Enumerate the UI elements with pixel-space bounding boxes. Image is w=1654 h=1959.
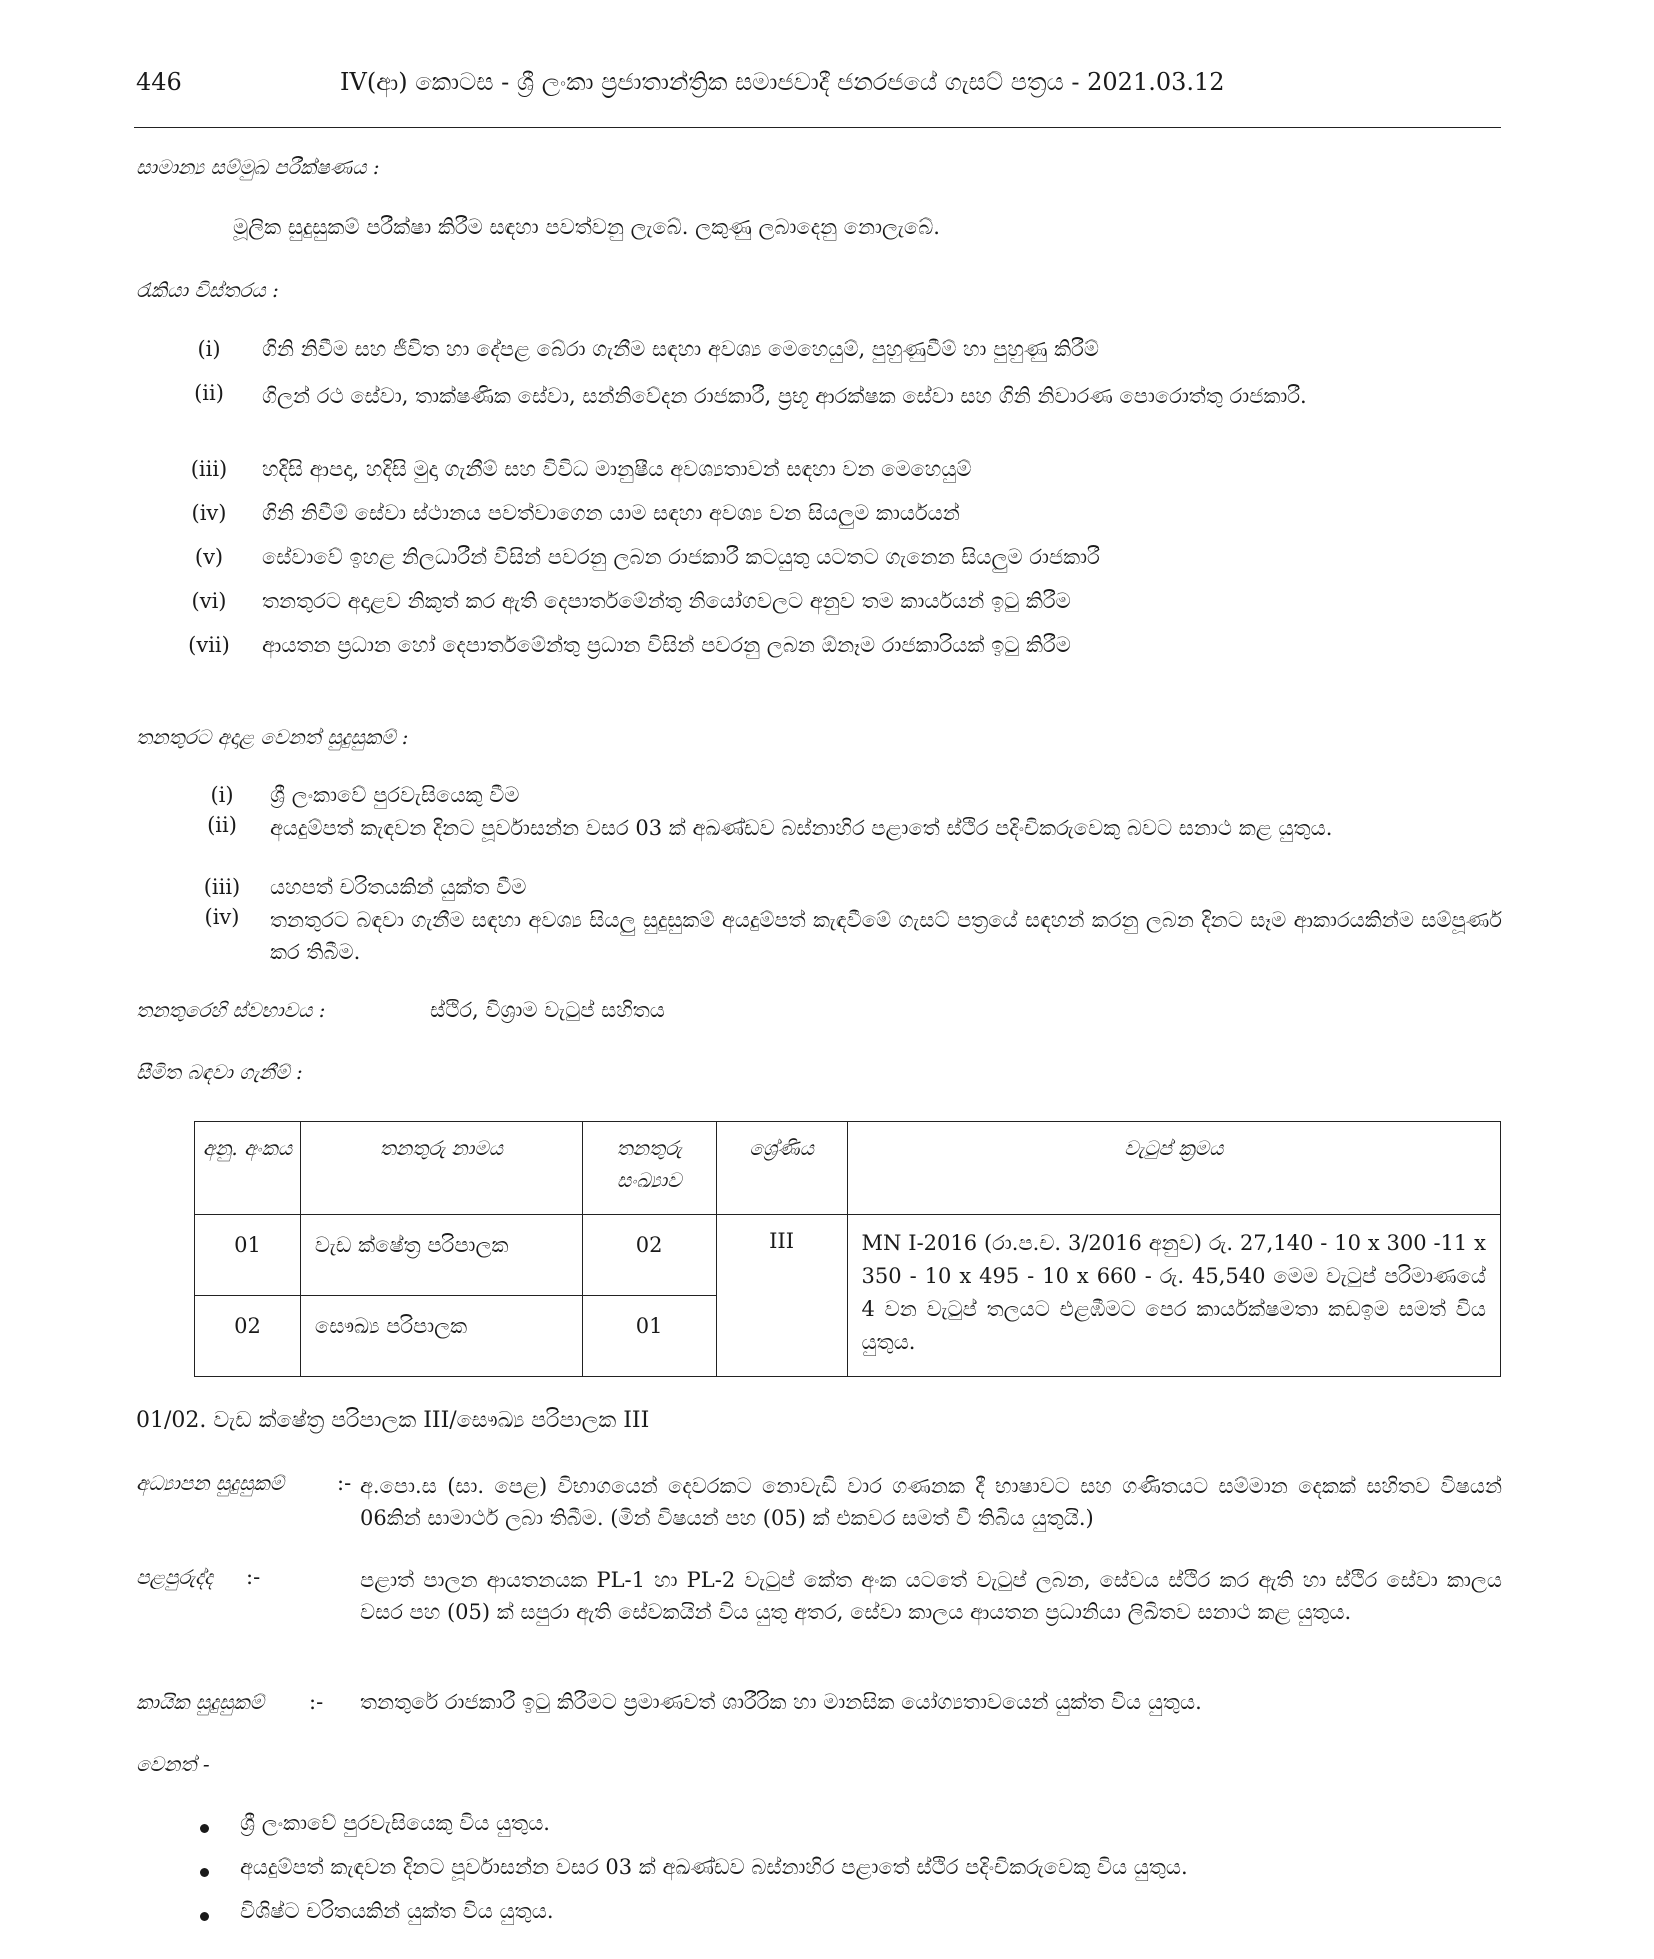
list-item: හදිසි ආපදා, හදිසි මුදා ගැනීම් සහ විවිධ මානුෂීය අවශ්‍යතාවන් සඳහා වන මෙහෙයුම් (262, 457, 972, 481)
cell-serial-no: 01 (195, 1215, 301, 1296)
page-title: IV(ආ) කොටස - ශ්‍රී ලංකා ප්‍රජාතාන්ත්‍රික සමාජවාදී ජනරජයේ ගැසට් පත්‍රය - 2021.03.12 (340, 68, 1225, 96)
list-item: සේවාවේ ඉහළ නිලධාරීන් විසින් පවරනු ලබන රාජකාරී කටයුතු යටතට ගැනෙන සියලුම රාජකාරී (262, 545, 1100, 569)
list-number: (iii) (203, 875, 241, 899)
list-item: ශ්‍රී ලංකාවේ පුරවැසියෙකු වීම (270, 783, 520, 807)
list-number: (v) (194, 545, 224, 569)
bullet-icon (200, 1824, 209, 1833)
cell-grade: III (716, 1215, 847, 1377)
bullet-item: අයදුම්පත් කැඳවන දිනට පූර්වාසන්න වසර 03 ක් අඛණ්ඩව බස්නාහිර පළාතේ ස්ථිර පදිංචිකරුවෙකු විය යුතුය. (240, 1855, 1188, 1879)
header-post-name: තනතුරු නාමය (300, 1122, 582, 1215)
list-item: තනතුරට අදාළව නිකුත් කර ඇති දෙපාර්තමේන්තු නියෝගවලට අනුව තම කාර්යයන් ඉටු කිරීම (262, 589, 1071, 613)
header-grade: ශ්‍රේණිය (716, 1122, 847, 1215)
list-number: (iii) (190, 457, 228, 481)
list-item: ආයතන ප්‍රධාන හෝ දෙපාර්තමේන්තු ප්‍රධාන විසින් පවරනු ලබන ඕනෑම රාජකාරියක් ඉටු කිරීම (262, 633, 1071, 657)
header-salary-scale: වැටුප් ක්‍රමය (847, 1122, 1500, 1215)
nature-of-post-value: ස්ථිර, විශ්‍රාම වැටුප් සහිතය (430, 998, 665, 1022)
list-item: අයදුම්පත් කැඳවන දිනට පූර්වාසන්න වසර 03 ක් අඛණ්ඩව බස්නාහිර පළාතේ ස්ථිර පදිංචිකරුවෙකු බවට සනාථ කළ යුතුය. (270, 816, 1333, 840)
list-item: යහපත් චරිතයකින් යුක්ත වීම (270, 875, 527, 899)
list-item: ගිනි නිවීම සහ ජීවිත හා දේපළ බේරා ගැනීම සඳහා අවශ්‍ය මෙහෙයුම්, පුහුණුවීම් හා පුහුණු කිරීම් (262, 337, 1099, 361)
physical-label: කායික සුදුසුකම් (136, 1690, 265, 1714)
experience-text: පළාත් පාලන ආයතනයක PL-1 හා PL-2 වැටුප් කේත අංක යටතේ වැටුප් ලබන, සේවය ස්ථිර කර ඇති හා ස්ථිර සේවා කාලය වසර පහ (05) ක් සපුරා ඇති සේවකයින් විය යුතු අතර, සේවා කාලය ආයතන ප්‍රධානියා ලිඛිතව සනාථ කළ යුතුය. (360, 1568, 1502, 1624)
list-number: (iv) (191, 501, 227, 525)
job-description-heading: රැකියා විස්තරය : (136, 278, 279, 302)
physical-text: තනතුරේ රාජකාරී ඉටු කිරීමට ප්‍රමාණවත් ශාරීරික හා මානසික යෝග්‍යතාවයෙන් යුක්ත විය යුතුය. (360, 1690, 1202, 1714)
general-interview-heading: සාමාන්‍ය සම්මුඛ පරීක්ෂණය : (136, 155, 380, 179)
cell-serial-no: 02 (195, 1296, 301, 1377)
other-qualifications-heading: තනතුරට අදාළ වෙනත් සුදුසුකම් : (136, 725, 409, 749)
list-number: (ii) (207, 813, 237, 837)
physical-separator: :- (309, 1690, 324, 1714)
list-number: (i) (197, 337, 221, 361)
header-serial-no: අනු. අංකය (195, 1122, 301, 1215)
list-number: (vi) (191, 589, 227, 613)
education-text: අ.පො.ස (සා. පෙළ) විභාගයෙන් දෙවරකට නොවැඩි වාර ගණනක දී භාෂාවට සහ ගණිතයට සම්මාන දෙකක් සහිතව විෂයන් 06කින් සාමාර්ථ ලබා තිබීම. (මින් විෂයන් පහ (05) ක් එකවර සමත් වී තිබිය යුතුයි.) (360, 1474, 1502, 1530)
list-item: ගිලන් රථ සේවා, තාක්ෂණික සේවා, සන්නිවේදන රාජකාරී, ප්‍රභූ ආරක්ෂක සේවා සහ ගිනි නිවාරණ පොරොත්තු රාජකාරී. (262, 384, 1307, 408)
cell-salary-scale: MN I-2016 (රා.ප.ච. 3/2016 අනුව) රු. 27,140 - 10 x 300 -11 x 350 - 10 x 495 - 10 x 660 - රු. 45,540 මෙම වැටුප් පරිමාණයේ 4 වන වැටුප් තලයට එළඹීමට පෙර කාර්යක්ෂමතා කඩඉම සමත් විය යුතුය. (847, 1215, 1500, 1377)
bullet-item: විශිෂ්ට චරිතයකින් යුක්ත විය යුතුය. (240, 1899, 554, 1923)
bullet-icon (200, 1912, 209, 1921)
cell-post-count: 01 (582, 1296, 716, 1377)
education-separator: :- (337, 1471, 352, 1495)
experience-separator: :- (246, 1565, 261, 1589)
nature-of-post-label: තනතුරෙහි ස්වභාවය : (136, 998, 326, 1022)
education-label: අධ්‍යාපන සුදුසුකම් (136, 1471, 285, 1495)
list-number: (i) (210, 783, 234, 807)
recruitment-table (194, 1121, 1501, 1377)
bullet-item: ශ්‍රී ලංකාවේ පුරවැසියෙකු විය යුතුය. (240, 1811, 550, 1835)
limited-recruitment-heading: සීමිත බඳවා ගැනීම් : (136, 1060, 303, 1084)
table-header-row (195, 1122, 1501, 1215)
list-number: (vii) (188, 633, 230, 657)
list-number: (ii) (194, 381, 224, 405)
cell-post-count: 02 (582, 1215, 716, 1296)
list-item: ගිනි නිවීම් සේවා ස්ථානය පවත්වාගෙන යාම සඳහා අවශ්‍ය වන සියලුම කාර්යයන් (262, 501, 960, 525)
cell-post-name: සෞඛ්‍ය පරිපාලක (300, 1296, 582, 1377)
cell-post-name: වැඩ ක්ෂේත්‍ර පරිපාලක (300, 1215, 582, 1296)
bullet-icon (200, 1868, 209, 1877)
section-heading: 01/02. වැඩ ක්ෂේත්‍ර පරිපාලක III/සෞඛ්‍ය පරිපාලක III (136, 1408, 650, 1433)
page-number: 446 (136, 68, 182, 96)
header-rule (134, 127, 1501, 128)
list-item: තනතුරට බඳවා ගැනීම සඳහා අවශ්‍ය සියලු සුදුසුකම් අයදුම්පත් කැඳවීමේ ගැසට් පත්‍රයේ සඳහන් කරනු ලබන දිනට සෑම ආකාරයකින්ම සම්පූර්ණ කර තිබීම. (270, 908, 1502, 964)
header-post-count: තනතුරු සංඛ්‍යාව (582, 1122, 716, 1215)
experience-label: පළපුරුද්ද (136, 1565, 213, 1589)
general-interview-text: මූලික සුදුසුකම් පරීක්ෂා කිරීම සඳහා පවත්වනු ලැබේ. ලකුණු ලබාදෙනු නොලැබේ. (233, 215, 940, 239)
table-row (195, 1215, 1501, 1296)
list-number: (iv) (204, 905, 240, 929)
other-label: වෙනත් - (136, 1752, 210, 1776)
